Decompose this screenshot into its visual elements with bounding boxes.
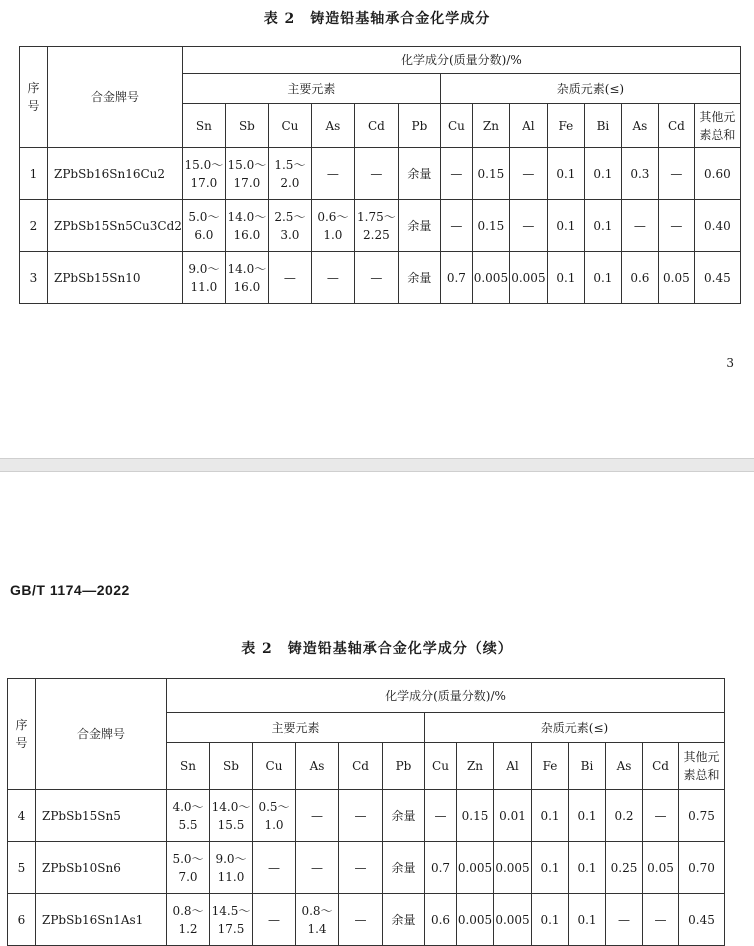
table-cell: — bbox=[425, 790, 457, 842]
table-cell: — bbox=[311, 148, 354, 200]
table-cell: 0.1 bbox=[569, 842, 606, 894]
row-number: 2 bbox=[20, 200, 48, 252]
table-cell: 余量 bbox=[383, 894, 425, 946]
table-cell: 14.5～ 17.5 bbox=[210, 894, 253, 946]
table-row bbox=[8, 842, 725, 894]
header-main-as: As bbox=[296, 743, 339, 790]
header-impurity-elements: 杂质元素(≤) bbox=[440, 74, 740, 104]
table-cell: 0.1 bbox=[532, 894, 569, 946]
table-cell: — bbox=[606, 894, 643, 946]
table-cell: — bbox=[339, 790, 383, 842]
table-cell: — bbox=[354, 252, 398, 304]
table-cell: 9.0～ 11.0 bbox=[182, 252, 225, 304]
table-cell: 0.8～ 1.2 bbox=[167, 894, 210, 946]
table-row bbox=[20, 252, 741, 304]
page-1 bbox=[0, 0, 754, 458]
table-cell: 余量 bbox=[398, 252, 440, 304]
header-main-sb: Sb bbox=[225, 104, 268, 148]
header-main-sn: Sn bbox=[167, 743, 210, 790]
standard-number: GB/T 1174—2022 bbox=[10, 582, 130, 598]
table-cell: — bbox=[339, 894, 383, 946]
row-number: 1 bbox=[20, 148, 48, 200]
header-impurity-al: Al bbox=[494, 743, 532, 790]
table-cell: 0.005 bbox=[457, 894, 494, 946]
header-impurity-cd: Cd bbox=[658, 104, 694, 148]
header-impurity-bi: Bi bbox=[584, 104, 621, 148]
table-cell: — bbox=[658, 200, 694, 252]
header-impurity-fe: Fe bbox=[547, 104, 584, 148]
table-cell: 0.70 bbox=[679, 842, 725, 894]
table-cell: 0.7 bbox=[440, 252, 472, 304]
composition-table-continued bbox=[7, 678, 725, 946]
header-other-total: 其他元 素总和 bbox=[679, 743, 725, 790]
header-impurity-fe: Fe bbox=[532, 743, 569, 790]
header-other-total: 其他元 素总和 bbox=[694, 104, 740, 148]
table-cell: — bbox=[440, 200, 472, 252]
table-cell: 余量 bbox=[383, 842, 425, 894]
header-grade: 合金牌号 bbox=[36, 679, 167, 790]
table-cell: — bbox=[440, 148, 472, 200]
alloy-grade: ZPbSb16Sn16Cu2 bbox=[48, 148, 183, 200]
table-cell: 0.1 bbox=[547, 200, 584, 252]
table-cell: 0.05 bbox=[658, 252, 694, 304]
table-cell: — bbox=[643, 894, 679, 946]
composition-table bbox=[19, 46, 741, 304]
table-cell: 14.0～ 16.0 bbox=[225, 200, 268, 252]
header-impurity-al: Al bbox=[509, 104, 547, 148]
table-cell: 0.1 bbox=[532, 842, 569, 894]
table-cell: 0.1 bbox=[584, 148, 621, 200]
header-impurity-cu: Cu bbox=[440, 104, 472, 148]
table-row bbox=[8, 894, 725, 946]
header-main-as: As bbox=[311, 104, 354, 148]
table-cell: 余量 bbox=[398, 200, 440, 252]
table-cell: — bbox=[509, 148, 547, 200]
header-impurity-cu: Cu bbox=[425, 743, 457, 790]
header-impurity-as: As bbox=[606, 743, 643, 790]
header-impurity-bi: Bi bbox=[569, 743, 606, 790]
table-cell: — bbox=[253, 842, 296, 894]
table-cell: 0.15 bbox=[472, 200, 509, 252]
page-number: 3 bbox=[726, 356, 734, 370]
row-number: 4 bbox=[8, 790, 36, 842]
header-seq: 序 号 bbox=[8, 679, 36, 790]
table-cell: 14.0～ 16.0 bbox=[225, 252, 268, 304]
table-title: 表 2 铸造铅基轴承合金化学成分 bbox=[263, 11, 491, 27]
alloy-grade: ZPbSb15Sn10 bbox=[48, 252, 183, 304]
header-main-cu: Cu bbox=[268, 104, 311, 148]
header-impurity-zn: Zn bbox=[472, 104, 509, 148]
table-cell: 0.25 bbox=[606, 842, 643, 894]
table-cell: 0.005 bbox=[494, 894, 532, 946]
header-seq: 序 号 bbox=[20, 47, 48, 148]
alloy-grade: ZPbSb10Sn6 bbox=[36, 842, 167, 894]
header-impurity-zn: Zn bbox=[457, 743, 494, 790]
header-main-pb: Pb bbox=[398, 104, 440, 148]
table-cell: 9.0～ 11.0 bbox=[210, 842, 253, 894]
table-cell: 0.15 bbox=[457, 790, 494, 842]
table-cell: 15.0～ 17.0 bbox=[225, 148, 268, 200]
table-cell: 0.01 bbox=[494, 790, 532, 842]
table-cell: 0.005 bbox=[472, 252, 509, 304]
table-cell: — bbox=[643, 790, 679, 842]
table-cell: 0.5～ 1.0 bbox=[253, 790, 296, 842]
header-impurity-as: As bbox=[621, 104, 658, 148]
table-cell: 0.7 bbox=[425, 842, 457, 894]
table-cell: — bbox=[339, 842, 383, 894]
table-cell: 0.1 bbox=[532, 790, 569, 842]
table-cell: — bbox=[268, 252, 311, 304]
table-row bbox=[20, 200, 741, 252]
header-composition: 化学成分(质量分数)/% bbox=[167, 679, 725, 713]
table-cell: 0.6 bbox=[621, 252, 658, 304]
header-main-elements: 主要元素 bbox=[182, 74, 440, 104]
table-cell: — bbox=[658, 148, 694, 200]
table-cell: 0.005 bbox=[457, 842, 494, 894]
table-cell: 0.6～ 1.0 bbox=[311, 200, 354, 252]
table-cell: 0.1 bbox=[547, 252, 584, 304]
table-title-continued: 表 2 铸造铅基轴承合金化学成分（续） bbox=[241, 641, 513, 657]
table-cell: 0.40 bbox=[694, 200, 740, 252]
table-cell: — bbox=[621, 200, 658, 252]
header-main-pb: Pb bbox=[383, 743, 425, 790]
header-impurity-cd: Cd bbox=[643, 743, 679, 790]
table-cell: 0.8～ 1.4 bbox=[296, 894, 339, 946]
table-cell: 0.3 bbox=[621, 148, 658, 200]
page-gap bbox=[0, 458, 754, 472]
alloy-grade: ZPbSb15Sn5Cu3Cd2 bbox=[48, 200, 183, 252]
table-cell: 5.0～ 7.0 bbox=[167, 842, 210, 894]
alloy-grade: ZPbSb15Sn5 bbox=[36, 790, 167, 842]
row-number: 6 bbox=[8, 894, 36, 946]
table-cell: 0.1 bbox=[547, 148, 584, 200]
header-grade: 合金牌号 bbox=[48, 47, 183, 148]
table-cell: 5.0～ 6.0 bbox=[182, 200, 225, 252]
table-cell: 0.1 bbox=[584, 252, 621, 304]
table-cell: 0.2 bbox=[606, 790, 643, 842]
table-cell: 0.05 bbox=[643, 842, 679, 894]
header-main-elements: 主要元素 bbox=[167, 713, 425, 743]
table-cell: 0.60 bbox=[694, 148, 740, 200]
table-cell: — bbox=[311, 252, 354, 304]
header-main-cd: Cd bbox=[354, 104, 398, 148]
table-cell: — bbox=[354, 148, 398, 200]
header-main-cd: Cd bbox=[339, 743, 383, 790]
page-2 bbox=[0, 472, 754, 934]
row-number: 3 bbox=[20, 252, 48, 304]
table-cell: 14.0～ 15.5 bbox=[210, 790, 253, 842]
table-cell: 余量 bbox=[398, 148, 440, 200]
table-cell: 0.1 bbox=[569, 894, 606, 946]
table-cell: 0.1 bbox=[569, 790, 606, 842]
table-cell: 0.6 bbox=[425, 894, 457, 946]
alloy-grade: ZPbSb16Sn1As1 bbox=[36, 894, 167, 946]
table-row bbox=[8, 790, 725, 842]
table-cell: 15.0～ 17.0 bbox=[182, 148, 225, 200]
header-main-sn: Sn bbox=[182, 104, 225, 148]
table-cell: 0.1 bbox=[584, 200, 621, 252]
table-cell: 2.5～ 3.0 bbox=[268, 200, 311, 252]
header-impurity-elements: 杂质元素(≤) bbox=[425, 713, 725, 743]
table-cell: — bbox=[296, 790, 339, 842]
table-cell: 4.0～ 5.5 bbox=[167, 790, 210, 842]
table-cell: 1.5～ 2.0 bbox=[268, 148, 311, 200]
header-composition: 化学成分(质量分数)/% bbox=[182, 47, 740, 74]
header-main-cu: Cu bbox=[253, 743, 296, 790]
table-cell: 1.75～ 2.25 bbox=[354, 200, 398, 252]
table-cell: 余量 bbox=[383, 790, 425, 842]
header-main-sb: Sb bbox=[210, 743, 253, 790]
table-cell: — bbox=[253, 894, 296, 946]
table-cell: — bbox=[509, 200, 547, 252]
table-cell: 0.005 bbox=[494, 842, 532, 894]
table-cell: 0.15 bbox=[472, 148, 509, 200]
row-number: 5 bbox=[8, 842, 36, 894]
table-cell: 0.005 bbox=[509, 252, 547, 304]
table-cell: 0.45 bbox=[694, 252, 740, 304]
table-cell: 0.45 bbox=[679, 894, 725, 946]
table-cell: 0.75 bbox=[679, 790, 725, 842]
table-cell: — bbox=[296, 842, 339, 894]
table-row bbox=[20, 148, 741, 200]
